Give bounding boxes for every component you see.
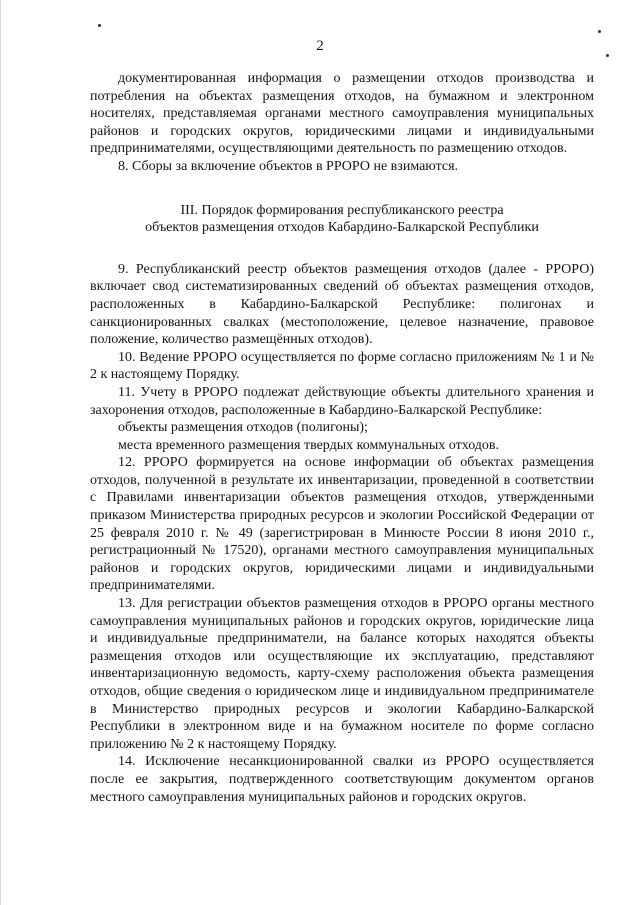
list-item-temporary-sites: места временного размещения твердых коммунальных отходов. xyxy=(118,437,500,453)
paragraph-continuation: документированная информация о размещении отходов производства и потребления на объектах размещения отходов, на бумажном и электронном носителях, представляемая органами местного самоуправления муниципальных районов и городских округов, юридическими лицами и индивидуальными предпринимателями, осуществляющими деятельность по размещению отходов. xyxy=(90,71,594,157)
paragraph-14: 14. Исключение несанкционированной свалки из РРОРО осуществляется после ее закрытия, подтвержденного соответствующим документом органов местного самоуправления муниципальных районов и городских округов. xyxy=(90,754,594,805)
paragraph-10: 10. Ведение РРОРО осуществляется по форме согласно приложениям № 1 и № 2 к настоящему Порядку. xyxy=(90,349,594,383)
section-heading-line-2: объектов размещения отходов Кабардино-Балкарской Республики xyxy=(145,220,539,236)
paragraph-8: 8. Сборы за включение объектов в РРОРО не взимаются. xyxy=(118,158,459,174)
list-item-landfills: объекты размещения отходов (полигоны); xyxy=(118,420,368,436)
paragraph-13: 13. Для регистрации объектов размещения отходов в РРОРО органы местного самоуправления муниципальных районов и городских округов, юридические лица и индивидуальные предприниматели, на балансе которых находятся объекты размещения отходов или осуществляющие их эксплуатацию, представляют инвентаризационную ведомость, карту-схему расположения объекта размещения отходов, общие сведения о юридическом лице и индивидуальном предпринимателе в Министерство природных ресурсов и экологии Кабардино-Балкарской Республики в электронном виде и на бумажном носителе по форме согласно приложению № 2 к настоящему Порядку. xyxy=(90,596,594,752)
paragraph-11: 11. Учету в РРОРО подлежат действующие объекты длительного хранения и захоронения отходов, расположенные в Кабардино-Балкарской Республике: xyxy=(90,384,594,418)
section-heading-line-1: III. Порядок формирования республиканского реестра xyxy=(180,202,504,218)
page-number: 2 xyxy=(316,38,324,54)
scan-edge-line xyxy=(0,0,1,905)
paragraph-9: 9. Республиканский реестр объектов размещения отходов (далее - РРОРО) включает свод систематизированных сведений об объектах размещения отходов, расположенных в Кабардино-Балкарской Республике: полигонах и санкционированных свалках (местоположение, целевое назначение, правовое положение, количество размещённых отходов). xyxy=(90,261,594,348)
paragraph-12: 12. РРОРО формируется на основе информации об объектах размещения отходов, полученной в результате их инвентаризации, проведенной в соответствии с Правилами инвентаризации объектов размещения отходов, утвержденными приказом Министерства природных ресурсов и экологии Российской Федерации от 25 февраля 2010 г. № 49 (зарегистрирован в Минюсте России 8 июня 2010 г., регистрационный № 17520), органами местного самоуправления муниципальных районов и городских округов, юридическими лицами и индивидуальными предпринимателями. xyxy=(90,455,594,594)
document-body xyxy=(90,70,594,806)
section-heading xyxy=(90,202,594,237)
